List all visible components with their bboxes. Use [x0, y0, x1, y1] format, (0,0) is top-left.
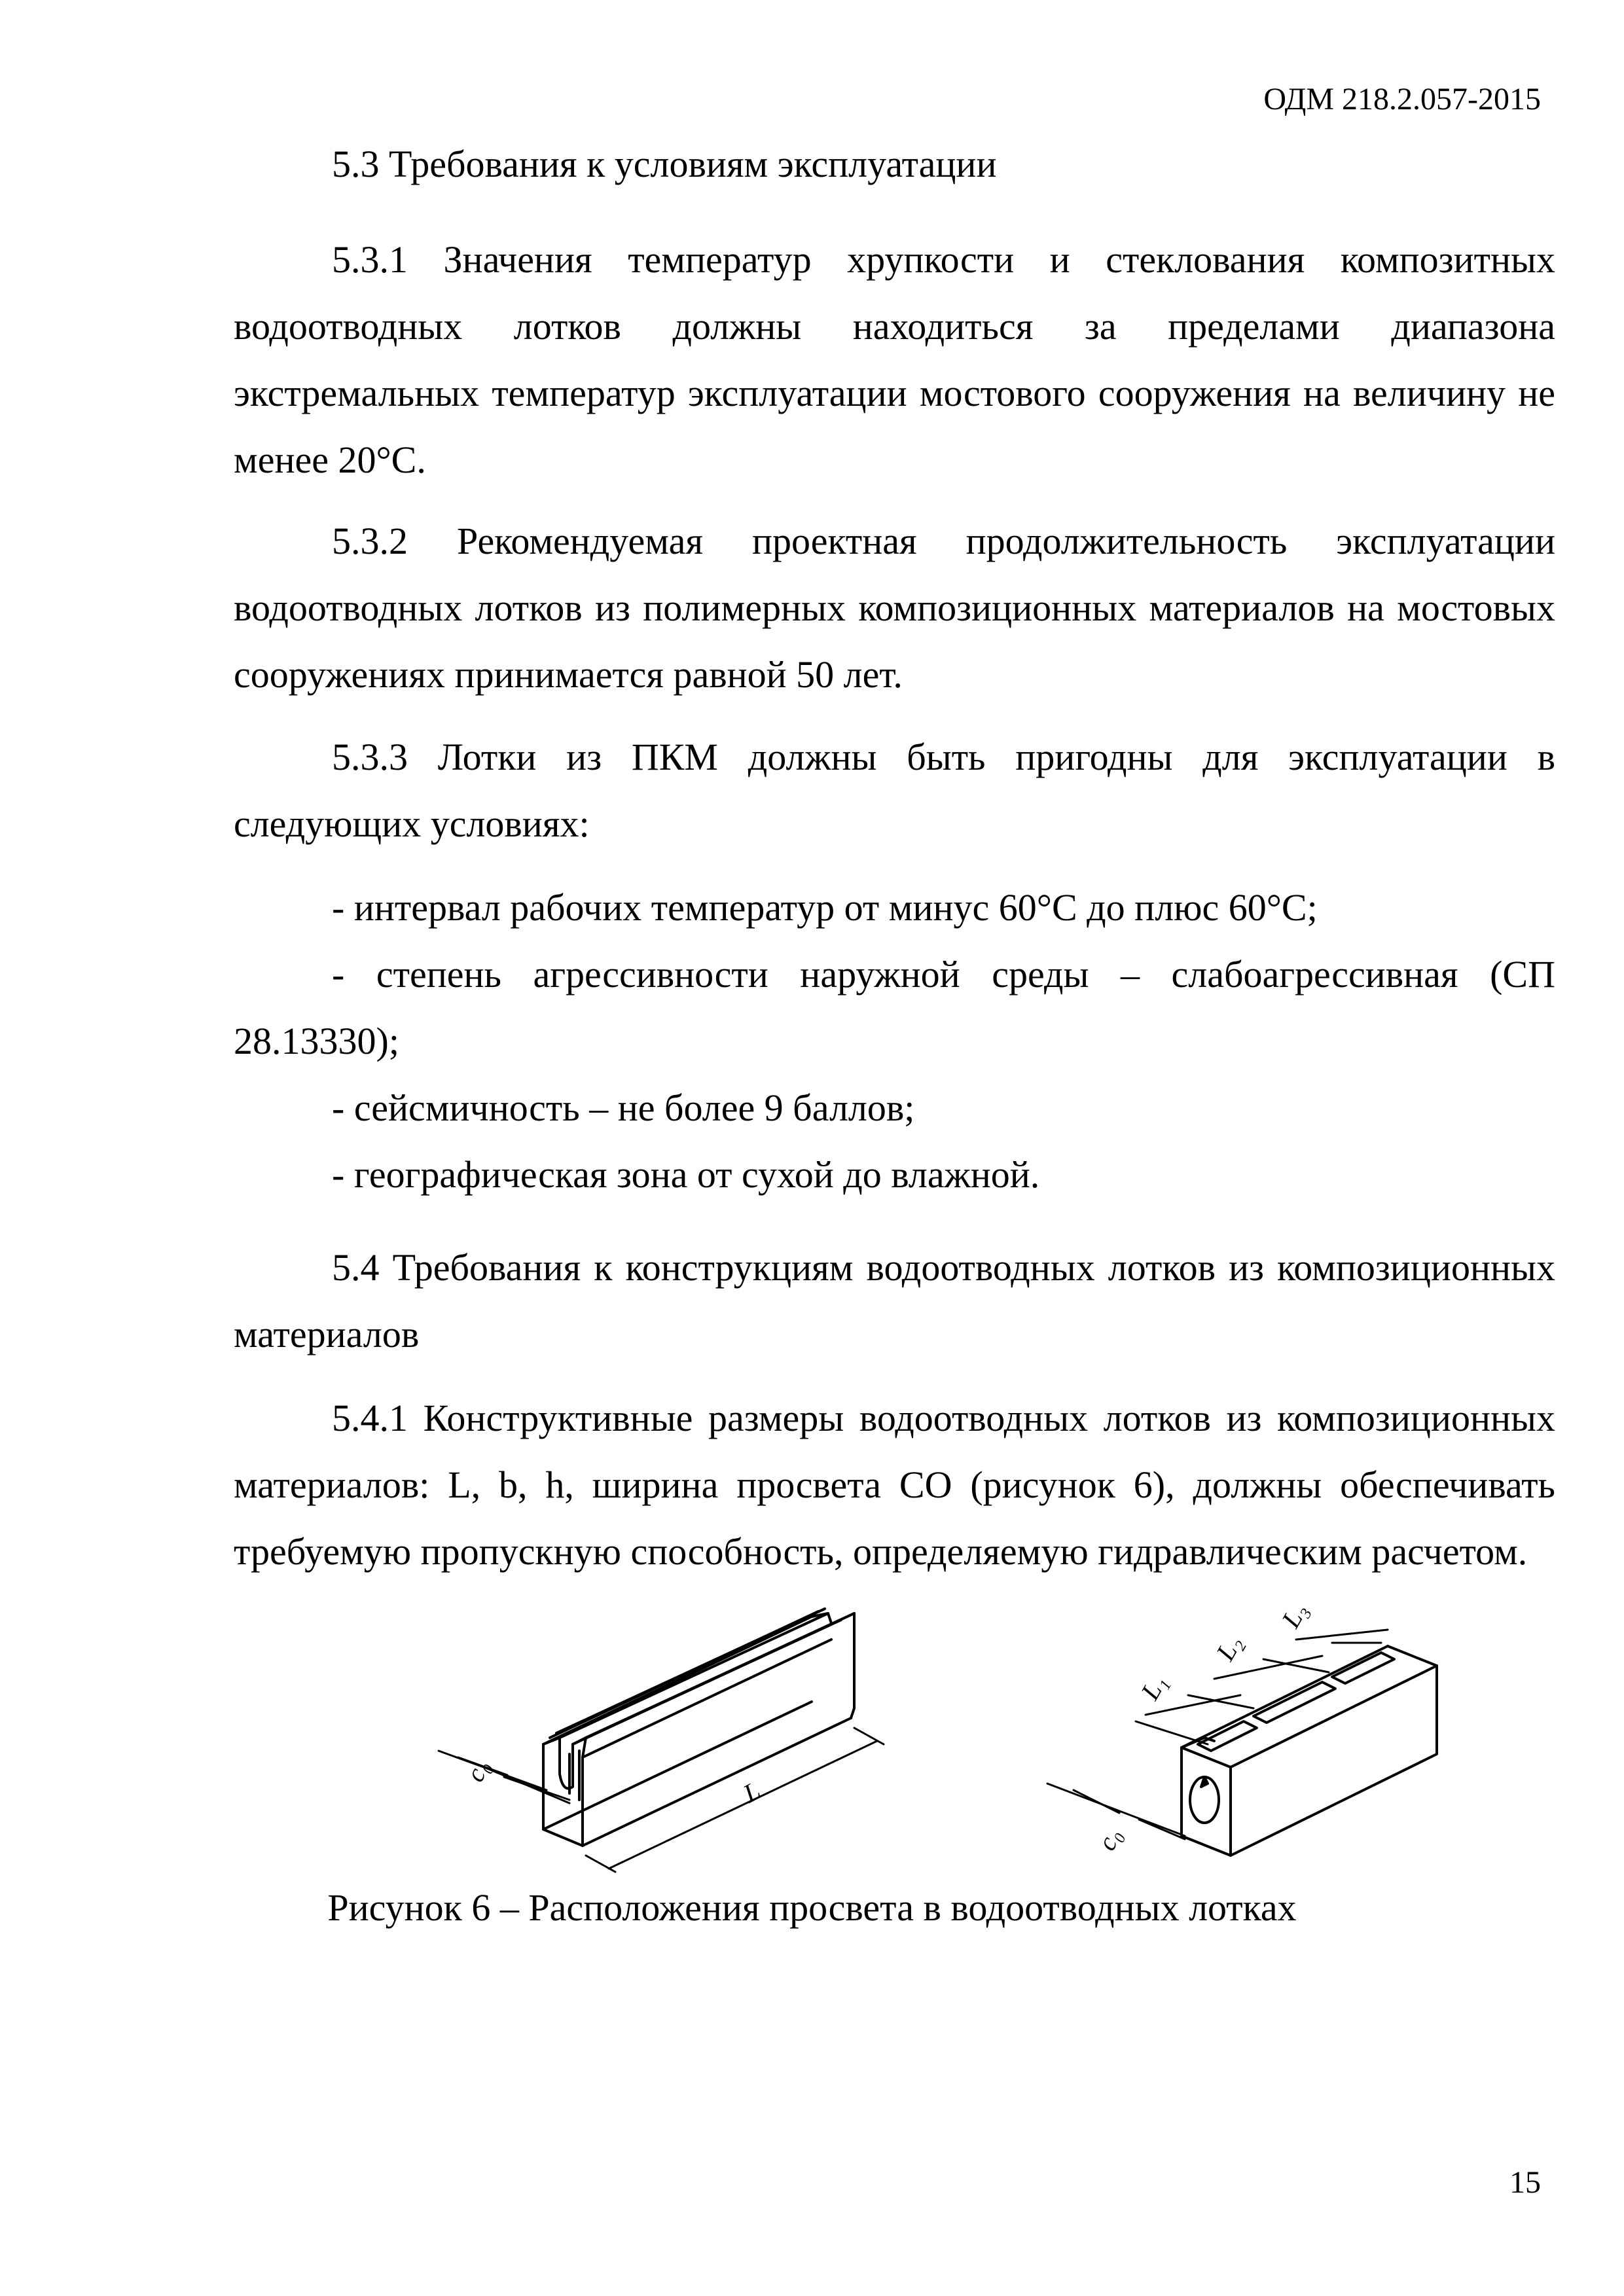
left-channel-drawing [439, 1609, 884, 1872]
paragraph-5-4-1: 5.4.1 Конструктивные размеры водоотводных лотков из композиционных материалов: L, b, h, ширина просвета СО (рисунок 6), должны обеспечивать требуемую пропускную способность, определяемую гидравлическим расчетом. [234, 1397, 1555, 1573]
condition-item: - степень агрессивности наружной среды – слабоагрессивная (СП 28.13330); [234, 953, 1555, 1062]
c0-label-right: c₀ [1091, 1823, 1127, 1855]
L3-label: L₃ [1275, 1604, 1313, 1633]
c0-label-left: c₀ [460, 1755, 496, 1786]
paragraph-5-3-2: 5.3.2 Рекомендуемая проектная продолжительность эксплуатации водоотводных лотков из полимерных композиционных материалов на мостовых сооружениях принимается равной 50 лет. [234, 520, 1555, 696]
section-5-3-title: 5.3 Требования к условиям эксплуатации [332, 143, 997, 185]
page-number: 15 [1509, 2165, 1541, 2200]
document-code: ОДМ 218.2.057-2015 [1263, 82, 1541, 117]
L-label: L [738, 1775, 765, 1808]
figure-6-drawing [419, 1604, 1440, 1885]
paragraph-5-3-1: 5.3.1 Значения температур хрупкости и стеклования композитных водоотводных лотков должны находиться за пределами диапазона экстремальных температур эксплуатации мостового сооружения на величину не менее 20°С. [234, 238, 1555, 481]
condition-item: - географическая зона от сухой до влажной. [332, 1153, 1040, 1196]
L2-label: L₂ [1210, 1630, 1248, 1666]
right-channel-drawing [1047, 1604, 1437, 1856]
L1-label: L₁ [1134, 1669, 1172, 1705]
section-5-4-title: 5.4 Требования к конструкциям водоотводных лотков из композиционных материалов [234, 1246, 1555, 1355]
condition-item: - интервал рабочих температур от минус 60°С до плюс 60°С; [332, 886, 1318, 929]
paragraph-5-3-3: 5.3.3 Лотки из ПКМ должны быть пригодны для эксплуатации в следующих условиях: [234, 736, 1555, 845]
condition-item: - сейсмичность – не более 9 баллов; [332, 1086, 915, 1129]
figure-6-caption: Рисунок 6 – Расположения просвета в водоотводных лотках [327, 1886, 1297, 1929]
